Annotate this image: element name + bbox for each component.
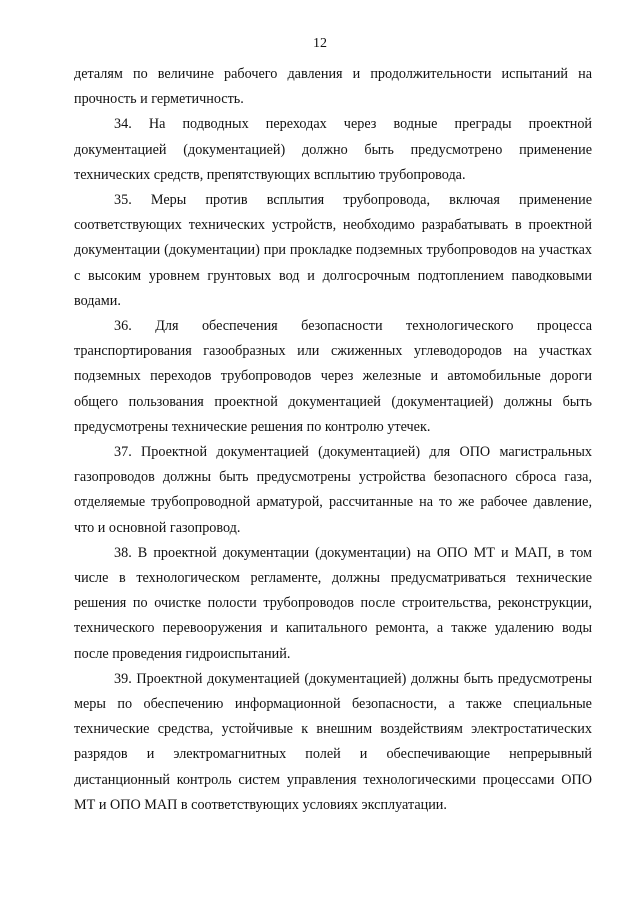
- paragraph-39: 39. Проектной документацией (документацией) должны быть предусмотрены меры по обеспечению информационной безопасности, а также специальные технические средства, устойчивые к внешним воздействиям электростатических разрядов и электромагнитных полей и обеспечивающие непрерывный дистанционный контроль систем управления технологическими процессами ОПО МТ и ОПО МАП в соответствующих условиях эксплуатации.: [74, 670, 592, 813]
- paragraph-35: 35. Меры против всплытия трубопровода, включая применение соответствующих технических устройств, необходимо разрабатывать в проектной документации (документации) при прокладке подземных трубопроводов на участках с высоким уровнем грунтовых вод и долгосрочным подтоплением паводковыми водами.: [74, 192, 592, 309]
- paragraph-37: 37. Проектной документацией (документацией) для ОПО магистральных газопроводов должны быть предусмотрены устройства безопасного сброса газа, отделяемые трубопроводной арматурой, рассчитанные на то же рабочее давление, что и основной газопровод.: [74, 444, 592, 536]
- paragraph-36: 36. Для обеспечения безопасности технологического процесса транспортирования газообразных или сжиженных углеводородов на участках подземных переходов трубопроводов через железные и автомобильные дороги общего пользования проектной документацией (документацией) должны быть предусмотрены технические решения по контролю утечек.: [74, 318, 592, 435]
- page-number: 12: [313, 36, 327, 51]
- paragraph-continuation: деталям по величине рабочего давления и продолжительности испытаний на прочность и герметичность.: [74, 66, 592, 108]
- paragraph-34: 34. На подводных переходах через водные преграды проектной документацией (документацией) должно быть предусмотрено применение технических средств, препятствующих всплытию трубопровода.: [74, 116, 592, 183]
- paragraph-38: 38. В проектной документации (документации) на ОПО МТ и МАП, в том числе в технологическом регламенте, должны предусматриваться технические решения по очистке полости трубопроводов после строительства, реконструкции, технического перевооружения и капитального ремонта, а также удалению воды после проведения гидроиспытаний.: [74, 544, 592, 662]
- document-body: [74, 62, 592, 818]
